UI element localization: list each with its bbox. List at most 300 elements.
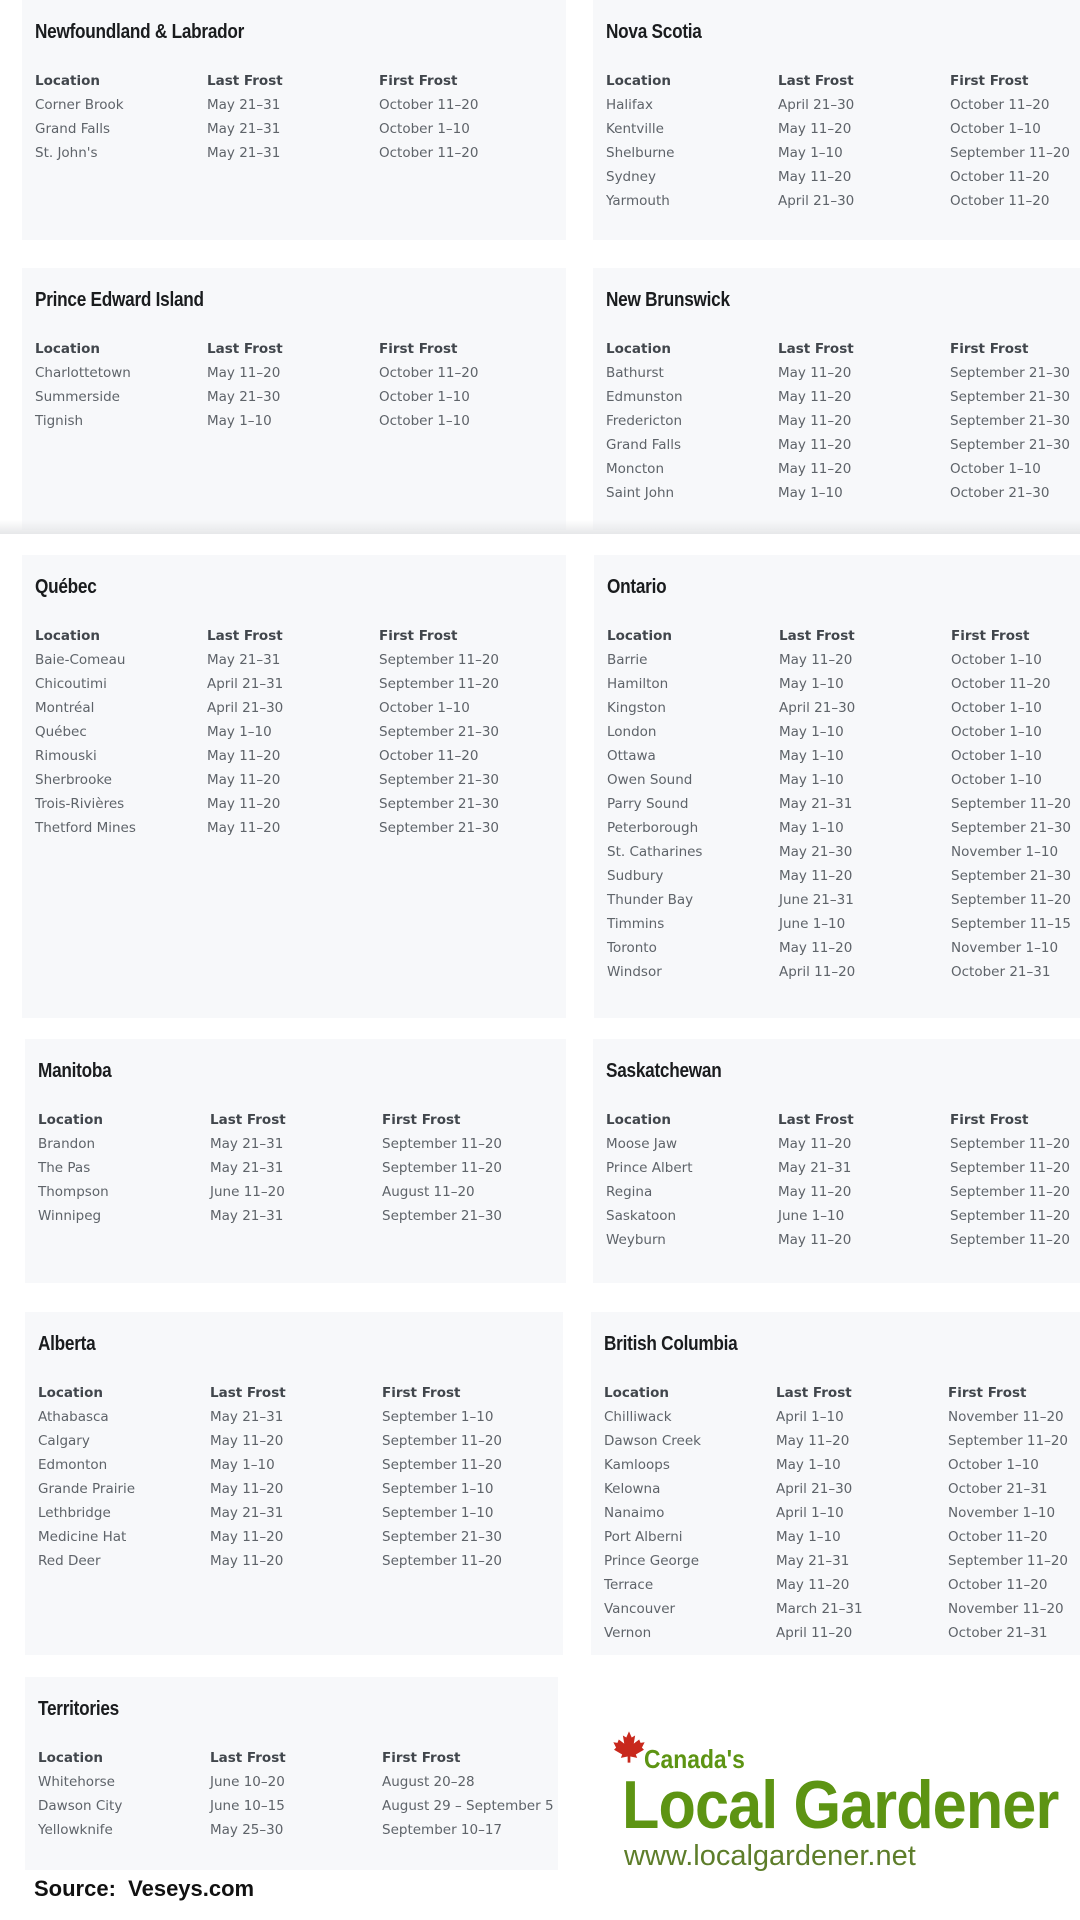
province-card-new-brunswick xyxy=(593,268,1080,530)
last-frost-cell: May 21–31 xyxy=(776,1553,850,1569)
location-cell: Dawson Creek xyxy=(604,1433,701,1449)
table-row xyxy=(607,744,1067,768)
first-frost-cell: October 11–20 xyxy=(950,169,1050,185)
location-cell: Medicine Hat xyxy=(38,1529,127,1545)
first-frost-cell: October 11–20 xyxy=(951,676,1051,692)
location-cell: London xyxy=(607,724,657,740)
table-row xyxy=(604,1405,1067,1429)
last-frost-cell: May 11–20 xyxy=(210,1481,284,1497)
last-frost-cell: May 11–20 xyxy=(779,652,853,668)
table-row xyxy=(35,792,553,816)
last-frost-cell: May 11–20 xyxy=(207,365,281,381)
last-frost-cell: May 1–10 xyxy=(778,485,843,501)
first-frost-cell: August 11–20 xyxy=(382,1184,475,1200)
province-card-british-columbia xyxy=(591,1312,1080,1655)
first-frost-cell: November 11–20 xyxy=(948,1409,1064,1425)
province-card-manitoba xyxy=(25,1039,566,1283)
table-row xyxy=(607,648,1067,672)
province-title: Nova Scotia xyxy=(606,21,702,43)
last-frost-cell: March 21–31 xyxy=(776,1601,863,1617)
last-frost-cell: June 1–10 xyxy=(779,916,846,932)
location-cell: Vancouver xyxy=(604,1601,676,1617)
column-header-location: Location xyxy=(606,1112,671,1128)
province-card-saskatchewan xyxy=(593,1039,1080,1283)
location-cell: Summerside xyxy=(35,389,120,405)
table-row xyxy=(606,385,1067,409)
location-cell: Chicoutimi xyxy=(35,676,107,692)
table-row xyxy=(604,1573,1067,1597)
column-header-first-frost: First Frost xyxy=(951,628,1030,644)
column-header-location: Location xyxy=(38,1112,103,1128)
last-frost-cell: May 11–20 xyxy=(210,1529,284,1545)
table-row xyxy=(606,93,1067,117)
last-frost-cell: May 11–20 xyxy=(778,461,852,477)
last-frost-cell: May 21–31 xyxy=(210,1208,284,1224)
location-cell: Thunder Bay xyxy=(607,892,694,908)
last-frost-cell: April 11–20 xyxy=(776,1625,853,1641)
province-title: Territories xyxy=(38,1698,119,1720)
table-row xyxy=(35,768,553,792)
last-frost-cell: May 21–31 xyxy=(779,796,853,812)
first-frost-cell: October 1–10 xyxy=(951,748,1042,764)
first-frost-cell: September 21–30 xyxy=(379,820,500,836)
location-cell: Grand Falls xyxy=(606,437,682,453)
last-frost-cell: May 21–31 xyxy=(210,1409,284,1425)
first-frost-cell: September 11–20 xyxy=(379,676,500,692)
table-row xyxy=(38,1405,550,1429)
table-row xyxy=(38,1525,550,1549)
table-row xyxy=(606,141,1067,165)
location-cell: Vernon xyxy=(604,1625,652,1641)
column-header-last-frost: Last Frost xyxy=(210,1750,286,1766)
location-cell: Windsor xyxy=(607,964,662,980)
last-frost-cell: May 11–20 xyxy=(207,772,281,788)
table-row xyxy=(35,141,553,165)
first-frost-cell: October 1–10 xyxy=(950,121,1041,137)
first-frost-cell: August 20–28 xyxy=(382,1774,475,1790)
first-frost-cell: September 11–20 xyxy=(382,1433,503,1449)
location-cell: Terrace xyxy=(604,1577,654,1593)
last-frost-cell: May 21–31 xyxy=(207,652,281,668)
first-frost-cell: October 21–31 xyxy=(951,964,1051,980)
first-frost-cell: September 1–10 xyxy=(382,1505,494,1521)
frost-dates-table xyxy=(604,1381,1067,1645)
first-frost-cell: September 11–20 xyxy=(382,1553,503,1569)
last-frost-cell: April 21–31 xyxy=(207,676,284,692)
table-row xyxy=(35,648,553,672)
last-frost-cell: May 1–10 xyxy=(776,1529,841,1545)
first-frost-cell: October 1–10 xyxy=(951,700,1042,716)
first-frost-cell: September 11–20 xyxy=(951,892,1072,908)
last-frost-cell: May 1–10 xyxy=(207,413,272,429)
column-header-last-frost: Last Frost xyxy=(207,341,283,357)
first-frost-cell: September 11–20 xyxy=(950,1232,1071,1248)
location-cell: Baie-Comeau xyxy=(35,652,126,668)
table-row xyxy=(607,816,1067,840)
first-frost-cell: October 11–20 xyxy=(948,1529,1048,1545)
last-frost-cell: April 1–10 xyxy=(776,1409,844,1425)
table-row xyxy=(38,1501,550,1525)
column-header-last-frost: Last Frost xyxy=(778,73,854,89)
table-row xyxy=(35,672,553,696)
column-header-first-frost: First Frost xyxy=(382,1385,461,1401)
location-cell: Yellowknife xyxy=(38,1822,113,1838)
first-frost-cell: September 11–20 xyxy=(948,1433,1069,1449)
first-frost-cell: October 1–10 xyxy=(951,652,1042,668)
table-row xyxy=(607,840,1067,864)
province-title: Prince Edward Island xyxy=(35,289,204,311)
frost-dates-table xyxy=(606,337,1071,505)
last-frost-cell: May 1–10 xyxy=(779,820,844,836)
last-frost-cell: May 21–30 xyxy=(207,389,281,405)
column-header-location: Location xyxy=(38,1750,103,1766)
location-cell: Halifax xyxy=(606,97,653,113)
table-row xyxy=(35,361,553,385)
last-frost-cell: May 11–20 xyxy=(779,940,853,956)
location-cell: Calgary xyxy=(38,1433,90,1449)
first-frost-cell: September 21–30 xyxy=(382,1529,503,1545)
table-row xyxy=(35,409,553,433)
last-frost-cell: May 11–20 xyxy=(778,389,852,405)
last-frost-cell: May 21–30 xyxy=(779,844,853,860)
location-cell: Kamloops xyxy=(604,1457,670,1473)
column-header-first-frost: First Frost xyxy=(950,341,1029,357)
first-frost-cell: September 21–30 xyxy=(950,389,1071,405)
table-row xyxy=(607,864,1067,888)
table-row xyxy=(604,1525,1067,1549)
location-cell: Grande Prairie xyxy=(38,1481,136,1497)
last-frost-cell: May 11–20 xyxy=(778,365,852,381)
column-header-last-frost: Last Frost xyxy=(776,1385,852,1401)
first-frost-cell: September 10–17 xyxy=(382,1822,503,1838)
first-frost-cell: September 11–20 xyxy=(379,652,500,668)
table-row xyxy=(604,1549,1067,1573)
table-row xyxy=(606,1180,1067,1204)
last-frost-cell: May 21–31 xyxy=(210,1505,284,1521)
table-row xyxy=(38,1818,545,1842)
frost-dates-table xyxy=(607,624,1072,984)
last-frost-cell: April 1–10 xyxy=(776,1505,844,1521)
table-row xyxy=(38,1770,545,1794)
column-header-first-frost: First Frost xyxy=(382,1112,461,1128)
frost-dates-table xyxy=(606,1108,1071,1252)
table-row xyxy=(38,1453,550,1477)
table-row xyxy=(38,1204,553,1228)
local-gardener-logo xyxy=(612,1720,1059,1880)
first-frost-cell: September 21–30 xyxy=(382,1208,503,1224)
table-header-row xyxy=(35,69,553,93)
last-frost-cell: May 1–10 xyxy=(207,724,272,740)
last-frost-cell: June 1–10 xyxy=(778,1208,845,1224)
last-frost-cell: April 21–30 xyxy=(778,193,855,209)
location-cell: Hamilton xyxy=(607,676,669,692)
column-header-first-frost: First Frost xyxy=(379,341,458,357)
first-frost-cell: September 11–20 xyxy=(950,145,1071,161)
table-row xyxy=(606,481,1067,505)
column-header-last-frost: Last Frost xyxy=(207,73,283,89)
last-frost-cell: May 21–31 xyxy=(778,1160,852,1176)
table-row xyxy=(38,1132,553,1156)
location-cell: Tignish xyxy=(35,413,84,429)
column-header-location: Location xyxy=(606,341,671,357)
table-row xyxy=(35,93,553,117)
last-frost-cell: May 11–20 xyxy=(207,748,281,764)
table-row xyxy=(35,744,553,768)
first-frost-cell: October 1–10 xyxy=(379,121,470,137)
column-header-last-frost: Last Frost xyxy=(778,341,854,357)
first-frost-cell: October 11–20 xyxy=(950,97,1050,113)
table-row xyxy=(35,720,553,744)
column-header-last-frost: Last Frost xyxy=(210,1112,286,1128)
last-frost-cell: May 11–20 xyxy=(210,1553,284,1569)
location-cell: Winnipeg xyxy=(38,1208,102,1224)
first-frost-cell: September 21–30 xyxy=(951,820,1072,836)
first-frost-cell: September 21–30 xyxy=(950,437,1071,453)
province-title: Alberta xyxy=(38,1333,96,1355)
first-frost-cell: September 11–20 xyxy=(382,1136,503,1152)
last-frost-cell: April 21–30 xyxy=(207,700,284,716)
province-card-quebec xyxy=(22,555,566,1018)
location-cell: Bathurst xyxy=(606,365,664,381)
location-cell: Sherbrooke xyxy=(35,772,112,788)
table-row xyxy=(604,1501,1067,1525)
maple-leaf-icon xyxy=(612,1730,646,1764)
location-cell: Port Alberni xyxy=(604,1529,683,1545)
column-header-last-frost: Last Frost xyxy=(779,628,855,644)
location-cell: Timmins xyxy=(607,916,665,932)
first-frost-cell: November 1–10 xyxy=(951,940,1059,956)
location-cell: Owen Sound xyxy=(607,772,693,788)
column-header-location: Location xyxy=(607,628,672,644)
table-row xyxy=(606,165,1067,189)
table-row xyxy=(604,1477,1067,1501)
column-header-first-frost: First Frost xyxy=(379,628,458,644)
first-frost-cell: September 1–10 xyxy=(382,1409,494,1425)
column-header-location: Location xyxy=(38,1385,103,1401)
location-cell: Moncton xyxy=(606,461,664,477)
province-title: British Columbia xyxy=(604,1333,738,1355)
last-frost-cell: April 21–30 xyxy=(776,1481,853,1497)
first-frost-cell: October 1–10 xyxy=(951,772,1042,788)
location-cell: Toronto xyxy=(607,940,657,956)
table-row xyxy=(606,117,1067,141)
table-row xyxy=(604,1621,1067,1645)
first-frost-cell: October 11–20 xyxy=(950,193,1050,209)
location-cell: Dawson City xyxy=(38,1798,123,1814)
first-frost-cell: November 1–10 xyxy=(948,1505,1056,1521)
location-cell: Corner Brook xyxy=(35,97,124,113)
location-cell: Saint John xyxy=(606,485,675,501)
last-frost-cell: June 21–31 xyxy=(779,892,854,908)
last-frost-cell: May 11–20 xyxy=(207,820,281,836)
table-header-row xyxy=(38,1746,545,1770)
last-frost-cell: May 21–31 xyxy=(210,1136,284,1152)
frost-dates-table xyxy=(35,69,553,165)
last-frost-cell: May 1–10 xyxy=(779,724,844,740)
last-frost-cell: May 11–20 xyxy=(778,1232,852,1248)
first-frost-cell: September 21–30 xyxy=(950,365,1071,381)
location-cell: Peterborough xyxy=(607,820,699,836)
first-frost-cell: October 11–20 xyxy=(379,365,479,381)
location-cell: Saskatoon xyxy=(606,1208,677,1224)
first-frost-cell: October 1–10 xyxy=(951,724,1042,740)
table-row xyxy=(38,1156,553,1180)
table-row xyxy=(35,696,553,720)
table-row xyxy=(607,768,1067,792)
table-row xyxy=(38,1794,545,1818)
table-header-row xyxy=(607,624,1067,648)
location-cell: Moose Jaw xyxy=(606,1136,678,1152)
first-frost-cell: September 11–20 xyxy=(950,1160,1071,1176)
first-frost-cell: October 21–31 xyxy=(948,1481,1048,1497)
location-cell: Brandon xyxy=(38,1136,96,1152)
table-row xyxy=(607,912,1067,936)
location-cell: Red Deer xyxy=(38,1553,101,1569)
first-frost-cell: October 1–10 xyxy=(379,413,470,429)
frost-dates-table xyxy=(606,69,1071,213)
location-cell: Sudbury xyxy=(607,868,664,884)
table-row xyxy=(604,1453,1067,1477)
province-card-alberta xyxy=(25,1312,563,1655)
table-row xyxy=(35,385,553,409)
province-title: Ontario xyxy=(607,576,667,598)
location-cell: Thompson xyxy=(38,1184,109,1200)
province-card-pei xyxy=(22,268,566,530)
last-frost-cell: May 11–20 xyxy=(778,413,852,429)
table-header-row xyxy=(35,624,553,648)
table-row xyxy=(606,1156,1067,1180)
frost-dates-table xyxy=(38,1746,554,1842)
last-frost-cell: May 11–20 xyxy=(776,1433,850,1449)
province-title: Saskatchewan xyxy=(606,1060,722,1082)
table-header-row xyxy=(606,1108,1067,1132)
first-frost-cell: September 21–30 xyxy=(951,868,1072,884)
province-title: Manitoba xyxy=(38,1060,112,1082)
location-cell: Lethbridge xyxy=(38,1505,111,1521)
table-row xyxy=(607,720,1067,744)
table-row xyxy=(606,1204,1067,1228)
location-cell: Québec xyxy=(35,724,87,740)
table-row xyxy=(606,1228,1067,1252)
last-frost-cell: May 1–10 xyxy=(776,1457,841,1473)
table-row xyxy=(607,672,1067,696)
first-frost-cell: October 11–20 xyxy=(948,1577,1048,1593)
province-title: Newfoundland & Labrador xyxy=(35,21,245,43)
location-cell: Yarmouth xyxy=(606,193,670,209)
location-cell: Ottawa xyxy=(607,748,656,764)
column-header-location: Location xyxy=(35,73,100,89)
first-frost-cell: September 11–20 xyxy=(951,796,1072,812)
location-cell: Kingston xyxy=(607,700,666,716)
last-frost-cell: May 1–10 xyxy=(779,772,844,788)
first-frost-cell: September 21–30 xyxy=(379,772,500,788)
logo-canadas-text: Canada's xyxy=(644,1744,745,1774)
column-header-last-frost: Last Frost xyxy=(778,1112,854,1128)
first-frost-cell: September 21–30 xyxy=(379,796,500,812)
province-title: Québec xyxy=(35,576,97,598)
section-divider-shadow xyxy=(0,520,1080,534)
location-cell: Weyburn xyxy=(606,1232,666,1248)
last-frost-cell: May 21–31 xyxy=(207,145,281,161)
first-frost-cell: September 21–30 xyxy=(950,413,1071,429)
table-row xyxy=(38,1429,550,1453)
last-frost-cell: June 10–20 xyxy=(210,1774,285,1790)
last-frost-cell: May 11–20 xyxy=(207,796,281,812)
source-credit: Source: Veseys.com xyxy=(34,1876,255,1901)
table-header-row xyxy=(604,1381,1067,1405)
table-row xyxy=(607,888,1067,912)
last-frost-cell: May 1–10 xyxy=(778,145,843,161)
last-frost-cell: May 11–20 xyxy=(778,1184,852,1200)
last-frost-cell: May 11–20 xyxy=(210,1433,284,1449)
first-frost-cell: November 11–20 xyxy=(948,1601,1064,1617)
table-row xyxy=(607,696,1067,720)
last-frost-cell: May 11–20 xyxy=(776,1577,850,1593)
location-cell: Prince George xyxy=(604,1553,699,1569)
location-cell: Athabasca xyxy=(38,1409,109,1425)
province-card-territories xyxy=(25,1677,558,1870)
last-frost-cell: May 1–10 xyxy=(210,1457,275,1473)
first-frost-cell: October 11–20 xyxy=(379,97,479,113)
first-frost-cell: September 1–10 xyxy=(382,1481,494,1497)
province-card-newfoundland xyxy=(22,0,566,240)
table-row xyxy=(606,457,1067,481)
last-frost-cell: May 21–31 xyxy=(210,1160,284,1176)
first-frost-cell: October 1–10 xyxy=(948,1457,1039,1473)
table-row xyxy=(606,189,1067,213)
last-frost-cell: June 10–15 xyxy=(210,1798,285,1814)
first-frost-cell: September 11–20 xyxy=(948,1553,1069,1569)
table-row xyxy=(606,361,1067,385)
location-cell: Trois-Rivières xyxy=(35,796,125,812)
location-cell: Barrie xyxy=(607,652,648,668)
table-row xyxy=(607,960,1067,984)
last-frost-cell: May 1–10 xyxy=(779,748,844,764)
table-header-row xyxy=(606,69,1067,93)
location-cell: Kentville xyxy=(606,121,664,137)
frost-dates-table xyxy=(35,337,553,433)
last-frost-cell: April 11–20 xyxy=(779,964,856,980)
province-card-nova-scotia xyxy=(593,0,1080,240)
first-frost-cell: October 21–30 xyxy=(950,485,1050,501)
last-frost-cell: May 21–31 xyxy=(207,97,281,113)
location-cell: Parry Sound xyxy=(607,796,689,812)
location-cell: Prince Albert xyxy=(606,1160,693,1176)
first-frost-cell: August 29 – September 5 xyxy=(382,1798,554,1814)
last-frost-cell: May 11–20 xyxy=(778,169,852,185)
column-header-first-frost: First Frost xyxy=(950,1112,1029,1128)
table-row xyxy=(38,1549,550,1573)
first-frost-cell: September 11–15 xyxy=(951,916,1072,932)
table-header-row xyxy=(35,337,553,361)
location-cell: Edmunston xyxy=(606,389,683,405)
location-cell: Edmonton xyxy=(38,1457,108,1473)
table-row xyxy=(607,792,1067,816)
last-frost-cell: April 21–30 xyxy=(779,700,856,716)
location-cell: Whitehorse xyxy=(38,1774,115,1790)
frost-dates-table xyxy=(38,1381,550,1573)
location-cell: St. Catharines xyxy=(607,844,703,860)
logo-url: www.localgardener.net xyxy=(624,1840,916,1872)
last-frost-cell: May 11–20 xyxy=(779,868,853,884)
table-row xyxy=(38,1180,553,1204)
first-frost-cell: September 11–20 xyxy=(382,1160,503,1176)
location-cell: Montréal xyxy=(35,700,95,716)
column-header-location: Location xyxy=(606,73,671,89)
first-frost-cell: October 1–10 xyxy=(379,389,470,405)
location-cell: Thetford Mines xyxy=(35,820,136,836)
location-cell: Grand Falls xyxy=(35,121,111,137)
